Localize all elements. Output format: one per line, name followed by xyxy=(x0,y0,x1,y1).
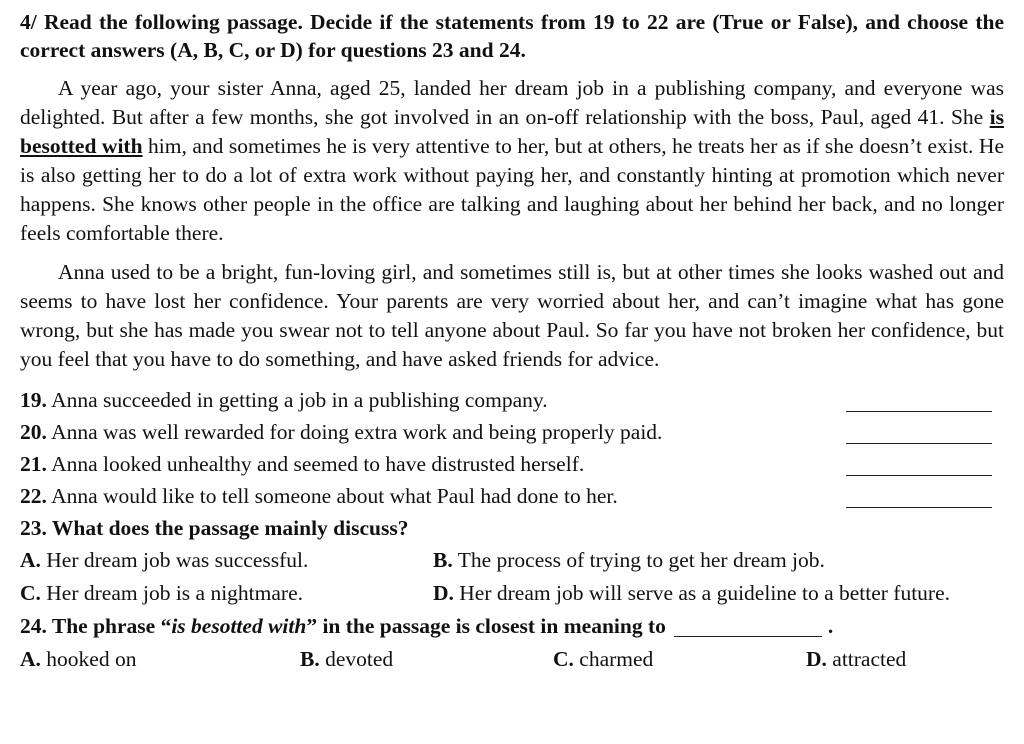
q23-options-row-1 xyxy=(20,544,1004,577)
answer-blank-22[interactable] xyxy=(846,489,992,508)
q24-option-a[interactable]: A. hooked on xyxy=(20,647,137,671)
answer-blank-24[interactable] xyxy=(674,618,822,637)
answer-blank-19[interactable] xyxy=(846,393,992,412)
statement-number: 22. xyxy=(20,484,47,508)
true-false-statements xyxy=(20,384,1004,512)
q23-option-d[interactable]: D. Her dream job will serve as a guideline to a better future. xyxy=(433,581,951,605)
passage-p1-start: A year ago, your sister Anna, aged 25, landed her dream job in a publishing company, and everyone was delighted. But after a few months, she got involved in an on-off relationship with the boss, Paul, aged 41. She xyxy=(20,76,1004,129)
statement-21 xyxy=(20,448,1004,480)
q24-option-b[interactable]: B. devoted xyxy=(300,647,394,671)
statement-20 xyxy=(20,416,1004,448)
q23-option-a[interactable]: A. Her dream job was successful. xyxy=(20,548,309,572)
passage-paragraph-1 xyxy=(20,74,1004,248)
q24-option-d[interactable]: D. attracted xyxy=(806,647,907,671)
statement-22 xyxy=(20,480,1004,512)
passage-paragraph-2: Anna used to be a bright, fun-loving girl, and sometimes still is, but at other times she looks washed out and seems to have lost her confidence. Your parents are very worried about her, and can’t imagine what has gone wrong, but she has made you swear not to tell anyone about Paul. So far you have not broken her confidence, but you feel that you have to do something, and have asked friends for advice. xyxy=(20,260,1004,371)
q23-options-row-2 xyxy=(20,577,1004,610)
answer-blank-21[interactable] xyxy=(846,457,992,476)
statement-number: 19. xyxy=(20,388,47,412)
q23-option-c[interactable]: C. Her dream job is a nightmare. xyxy=(20,581,304,605)
passage-p1-end: him, and sometimes he is very attentive to her, but at others, he treats her as if she doesn’t exist. He is also getting her to do a lot of extra work without paying her, and constantly hinting at promotion which never happens. She knows other people in the office are talking and laughing about her behind her back, and no longer feels comfortable there. xyxy=(20,134,1004,245)
q23-option-b[interactable]: B. The process of trying to get her dream job. xyxy=(433,548,825,572)
statement-number: 21. xyxy=(20,452,47,476)
q24-phrase: is besotted with xyxy=(171,614,307,638)
q24-option-c[interactable]: C. charmed xyxy=(553,647,654,671)
statement-19 xyxy=(20,384,1004,416)
q24-options xyxy=(20,643,1004,676)
section-heading: 4/ Read the following passage. Decide if the statements from 19 to 22 are (True or False), and choose the correct answers (A, B, C, or D) for questions 23 and 24. xyxy=(20,10,1004,62)
statement-text: 20. Anna was well rewarded for doing extra work and being properly paid. xyxy=(20,420,663,444)
statement-text: 19. Anna succeeded in getting a job in a publishing company. xyxy=(20,388,548,412)
statement-text: 21. Anna looked unhealthy and seemed to have distrusted herself. xyxy=(20,452,585,476)
question-23: 23. What does the passage mainly discuss? xyxy=(20,516,409,540)
statement-number: 20. xyxy=(20,420,47,444)
highlighted-phrase: is besotted with xyxy=(20,105,1004,158)
question-24: 24. The phrase “ is besotted with ” in the passage is closest in meaning to . xyxy=(20,610,1004,643)
answer-blank-20[interactable] xyxy=(846,425,992,444)
statement-text: 22. Anna would like to tell someone about what Paul had done to her. xyxy=(20,484,618,508)
